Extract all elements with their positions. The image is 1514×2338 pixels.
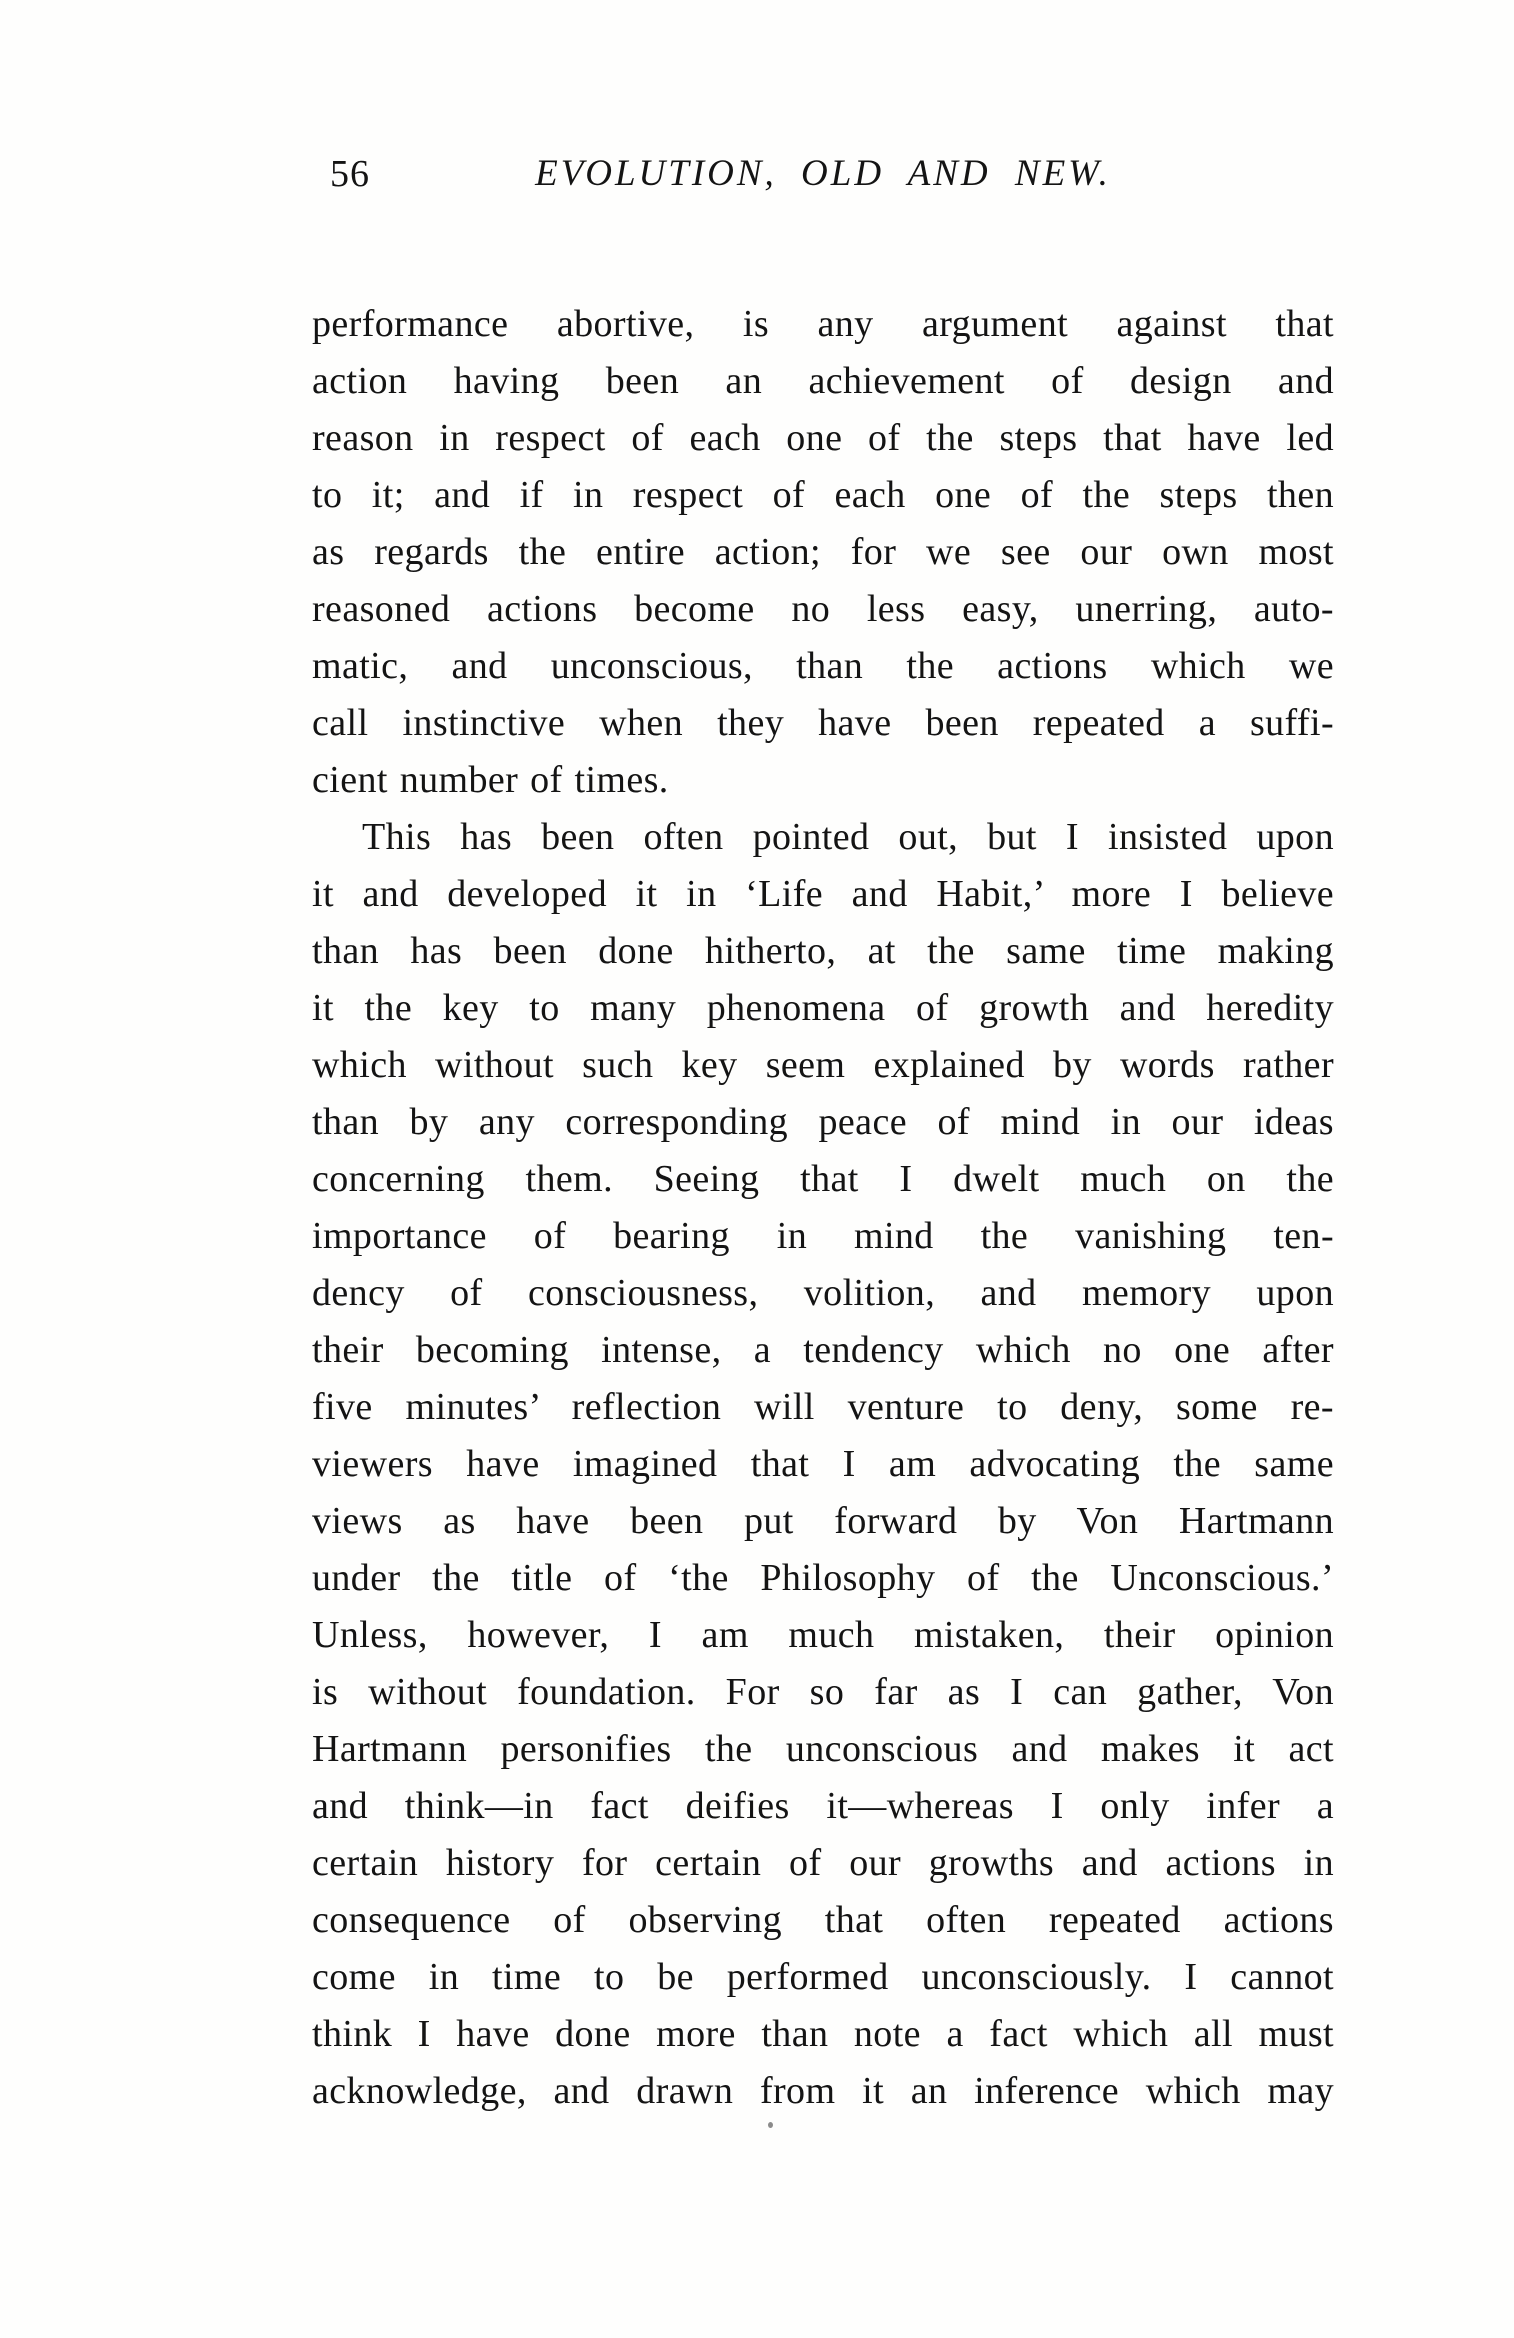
- text-line: importance of bearing in mind the vanishing ten-: [312, 1215, 1334, 1257]
- text-line: it the key to many phenomena of growth and heredity: [312, 987, 1334, 1029]
- text-line: than has been done hitherto, at the same time making: [312, 930, 1334, 972]
- text-line: reason in respect of each one of the steps that have led: [312, 417, 1334, 459]
- text-line: and think—in fact deifies it—whereas I only infer a: [312, 1785, 1334, 1827]
- text-line: views as have been put forward by Von Hartmann: [312, 1500, 1334, 1542]
- text-line: performance abortive, is any argument against that: [312, 303, 1334, 345]
- text-line: is without foundation. For so far as I can gather, Von: [312, 1671, 1334, 1713]
- page-header: [312, 150, 1334, 202]
- running-title: EVOLUTION, OLD AND NEW.: [535, 153, 1111, 194]
- text-line: reasoned actions become no less easy, unerring, auto-: [312, 588, 1334, 630]
- text-line: consequence of observing that often repeated actions: [312, 1899, 1334, 1941]
- text-line: which without such key seem explained by words rather: [312, 1044, 1334, 1086]
- text-line: Unless, however, I am much mistaken, their opinion: [312, 1614, 1334, 1656]
- text-line: five minutes’ reflection will venture to deny, some re-: [312, 1386, 1334, 1428]
- text-line: think I have done more than note a fact which all must: [312, 2013, 1334, 2055]
- text-line: certain history for certain of our growths and actions in: [312, 1842, 1334, 1884]
- text-line: call instinctive when they have been repeated a suffi-: [312, 702, 1334, 744]
- text-line: their becoming intense, a tendency which no one after: [312, 1329, 1334, 1371]
- text-line: matic, and unconscious, than the actions which we: [312, 645, 1334, 687]
- page-number: 56: [330, 153, 370, 195]
- text-line: cient number of times.: [312, 759, 669, 801]
- text-line: as regards the entire action; for we see our own most: [312, 531, 1334, 573]
- text-line: to it; and if in respect of each one of the steps then: [312, 474, 1334, 516]
- text-line: action having been an achievement of design and: [312, 360, 1334, 402]
- text-line: dency of consciousness, volition, and memory upon: [312, 1272, 1334, 1314]
- text-line: acknowledge, and drawn from it an inference which may: [312, 2070, 1334, 2112]
- text-line: under the title of ‘the Philosophy of the Unconscious.’: [312, 1557, 1334, 1599]
- text-line: Hartmann personifies the unconscious and makes it act: [312, 1728, 1334, 1770]
- text-line: concerning them. Seeing that I dwelt much on the: [312, 1158, 1334, 1200]
- page-body: [312, 296, 1334, 2120]
- text-line: viewers have imagined that I am advocating the same: [312, 1443, 1334, 1485]
- text-line: This has been often pointed out, but I insisted upon: [362, 816, 1334, 858]
- text-line: it and developed it in ‘Life and Habit,’ more I believe: [312, 873, 1334, 915]
- text-line: come in time to be performed unconsciously. I cannot: [312, 1956, 1334, 1998]
- scan-speck: [768, 2122, 773, 2128]
- text-line: than by any corresponding peace of mind in our ideas: [312, 1101, 1334, 1143]
